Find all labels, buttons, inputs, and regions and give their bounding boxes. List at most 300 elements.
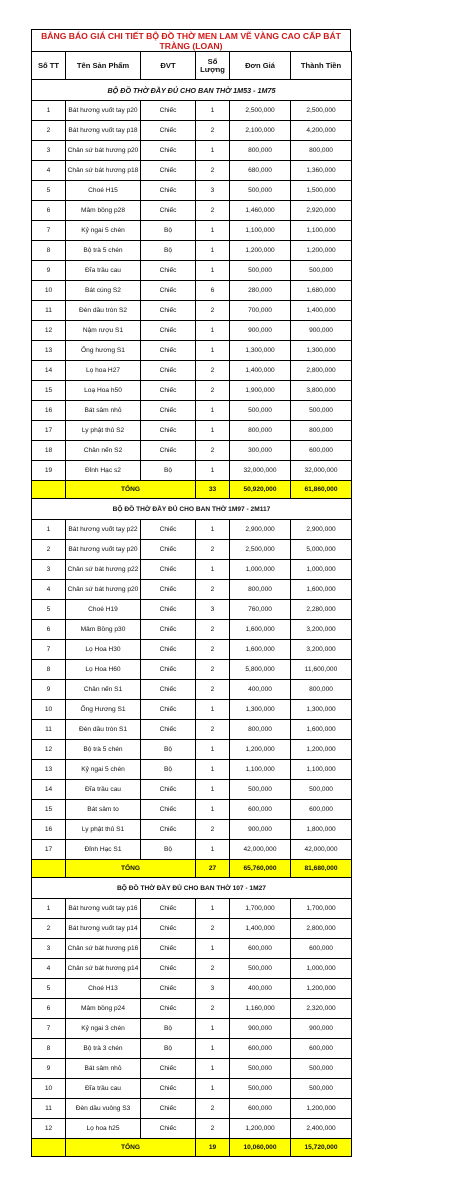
row-number: 13 (32, 760, 66, 780)
unit-price: 600,000 (230, 800, 291, 820)
row-number: 13 (32, 341, 66, 361)
unit-price: 2,900,000 (230, 520, 291, 540)
product-name: Chân sứ bát hương p18 (66, 161, 141, 181)
unit: Chiếc (141, 201, 196, 221)
unit-price: 1,200,000 (230, 241, 291, 261)
table-row (32, 660, 352, 680)
quantity: 2 (196, 959, 230, 979)
unit: Chiếc (141, 620, 196, 640)
product-name: Bát hương vuốt tay p20 (66, 101, 141, 121)
table-row (32, 281, 352, 301)
amount: 2,320,000 (291, 999, 352, 1019)
unit-price: 1,100,000 (230, 221, 291, 241)
product-name: Mâm bồng p24 (66, 999, 141, 1019)
total-blank (32, 481, 66, 499)
row-number: 11 (32, 1099, 66, 1119)
unit: Chiếc (141, 141, 196, 161)
product-name: Choé H13 (66, 979, 141, 999)
unit: Chiếc (141, 441, 196, 461)
table-row (32, 321, 352, 341)
unit: Chiếc (141, 899, 196, 919)
total-unit-price: 10,060,000 (230, 1139, 291, 1157)
quantity: 1 (196, 261, 230, 281)
amount: 3,200,000 (291, 620, 352, 640)
amount: 600,000 (291, 1039, 352, 1059)
table-row (32, 381, 352, 401)
quantity: 2 (196, 161, 230, 181)
table-row (32, 979, 352, 999)
table-row (32, 341, 352, 361)
row-number: 9 (32, 1059, 66, 1079)
row-number: 10 (32, 700, 66, 720)
row-number: 12 (32, 321, 66, 341)
quantity: 2 (196, 540, 230, 560)
unit-price: 600,000 (230, 1099, 291, 1119)
row-number: 5 (32, 181, 66, 201)
row-number: 15 (32, 800, 66, 820)
unit-price: 1,160,000 (230, 999, 291, 1019)
unit-price: 2,500,000 (230, 101, 291, 121)
row-number: 4 (32, 580, 66, 600)
col-header: Tên Sản Phẩm (66, 52, 141, 80)
quantity: 1 (196, 101, 230, 121)
unit-price: 800,000 (230, 720, 291, 740)
unit-price: 1,200,000 (230, 740, 291, 760)
quantity: 1 (196, 341, 230, 361)
table-row (32, 899, 352, 919)
row-number: 10 (32, 281, 66, 301)
unit-price: 500,000 (230, 780, 291, 800)
table-row (32, 800, 352, 820)
total-unit-price: 50,920,000 (230, 481, 291, 499)
product-name: Đĩa trầu cau (66, 261, 141, 281)
unit-price: 2,100,000 (230, 121, 291, 141)
unit: Chiếc (141, 161, 196, 181)
row-number: 6 (32, 201, 66, 221)
product-name: Chân sứ bát hương p14 (66, 959, 141, 979)
unit-price: 800,000 (230, 141, 291, 161)
product-name: Lọ Hoa H60 (66, 660, 141, 680)
amount: 1,200,000 (291, 979, 352, 999)
unit: Chiếc (141, 341, 196, 361)
total-row (32, 1139, 352, 1157)
amount: 900,000 (291, 321, 352, 341)
unit-price: 400,000 (230, 979, 291, 999)
unit: Chiếc (141, 979, 196, 999)
sheet-title: BẢNG BÁO GIÁ CHI TIẾT BỘ ĐỒ THỜ MEN LAM VẼ VÀNG CAO CẤP BÁT TRÀNG (LOAN) (31, 29, 351, 51)
quantity: 3 (196, 600, 230, 620)
unit: Chiếc (141, 181, 196, 201)
table-row (32, 421, 352, 441)
table-row (32, 201, 352, 221)
quantity: 2 (196, 301, 230, 321)
row-number: 5 (32, 600, 66, 620)
unit: Chiếc (141, 540, 196, 560)
unit: Chiếc (141, 1099, 196, 1119)
section-heading: BỘ ĐỒ THỜ ĐẦY ĐỦ CHO BAN THỜ 1M53 - 1M75 (32, 80, 352, 101)
quantity: 1 (196, 1019, 230, 1039)
row-number: 17 (32, 421, 66, 441)
quantity: 2 (196, 580, 230, 600)
product-name: Chân sứ bát hương p20 (66, 580, 141, 600)
table-row (32, 441, 352, 461)
amount: 500,000 (291, 1059, 352, 1079)
table-row (32, 301, 352, 321)
row-number: 3 (32, 939, 66, 959)
amount: 1,200,000 (291, 241, 352, 261)
quantity: 1 (196, 321, 230, 341)
amount: 2,900,000 (291, 520, 352, 540)
product-name: Đỉnh Hạc S1 (66, 840, 141, 860)
quantity: 1 (196, 840, 230, 860)
price-table (31, 51, 352, 1157)
section-heading: BỘ ĐỒ THỜ ĐẦY ĐỦ CHO BAN THỜ 1M97 - 2M117 (32, 499, 352, 520)
amount: 1,500,000 (291, 181, 352, 201)
product-name: Đèn dầu tròn S1 (66, 720, 141, 740)
row-number: 11 (32, 720, 66, 740)
unit: Bộ (141, 241, 196, 261)
product-name: Bát hương vuốt tay p18 (66, 121, 141, 141)
unit-price: 800,000 (230, 421, 291, 441)
row-number: 10 (32, 1079, 66, 1099)
table-row (32, 580, 352, 600)
product-name: Chân nến S2 (66, 441, 141, 461)
table-row (32, 919, 352, 939)
unit-price: 500,000 (230, 181, 291, 201)
quantity: 1 (196, 421, 230, 441)
table-row (32, 361, 352, 381)
quantity: 2 (196, 720, 230, 740)
table-row (32, 161, 352, 181)
quantity: 1 (196, 700, 230, 720)
quantity: 1 (196, 221, 230, 241)
quantity: 2 (196, 381, 230, 401)
table-row (32, 181, 352, 201)
quantity: 1 (196, 520, 230, 540)
row-number: 7 (32, 640, 66, 660)
product-name: Chân sứ bát hương p16 (66, 939, 141, 959)
amount: 800,000 (291, 421, 352, 441)
unit-price: 680,000 (230, 161, 291, 181)
product-name: Kỷ ngai 3 chén (66, 1019, 141, 1039)
quantity: 2 (196, 919, 230, 939)
row-number: 14 (32, 780, 66, 800)
row-number: 8 (32, 241, 66, 261)
section-heading-row (32, 499, 352, 520)
unit-price: 500,000 (230, 261, 291, 281)
total-row (32, 481, 352, 499)
unit-price: 1,700,000 (230, 899, 291, 919)
quantity: 1 (196, 800, 230, 820)
amount: 11,600,000 (291, 660, 352, 680)
unit: Bộ (141, 1019, 196, 1039)
section-heading: BỘ ĐỒ THỜ ĐẦY ĐỦ CHO BAN THỜ 107 - 1M27 (32, 878, 352, 899)
product-name: Lọ hoa h25 (66, 1119, 141, 1139)
product-name: Lọ hoa H27 (66, 361, 141, 381)
unit-price: 900,000 (230, 820, 291, 840)
row-number: 2 (32, 919, 66, 939)
table-row (32, 461, 352, 481)
quantity: 1 (196, 241, 230, 261)
table-row (32, 620, 352, 640)
row-number: 2 (32, 540, 66, 560)
unit: Chiếc (141, 660, 196, 680)
unit-price: 1,200,000 (230, 1119, 291, 1139)
product-name: Ống Hương S1 (66, 700, 141, 720)
quantity: 1 (196, 141, 230, 161)
quantity: 1 (196, 1059, 230, 1079)
row-number: 16 (32, 820, 66, 840)
table-row (32, 740, 352, 760)
product-name: Mâm Bồng p30 (66, 620, 141, 640)
unit-price: 32,000,000 (230, 461, 291, 481)
table-row (32, 1019, 352, 1039)
unit-price: 1,900,000 (230, 381, 291, 401)
product-name: Mâm bồng p28 (66, 201, 141, 221)
amount: 500,000 (291, 261, 352, 281)
unit-price: 5,800,000 (230, 660, 291, 680)
total-blank (32, 1139, 66, 1157)
quantity: 2 (196, 1099, 230, 1119)
quantity: 1 (196, 899, 230, 919)
quantity: 2 (196, 620, 230, 640)
col-header: Số TT (32, 52, 66, 80)
product-name: Bát sâm nhỏ (66, 401, 141, 421)
amount: 600,000 (291, 441, 352, 461)
product-name: Bộ trà 5 chén (66, 740, 141, 760)
amount: 1,360,000 (291, 161, 352, 181)
unit-price: 600,000 (230, 939, 291, 959)
header-row (32, 52, 352, 80)
product-name: Ly phật thủ S1 (66, 820, 141, 840)
amount: 2,500,000 (291, 101, 352, 121)
unit: Chiếc (141, 959, 196, 979)
table-row (32, 540, 352, 560)
amount: 500,000 (291, 1079, 352, 1099)
total-label: TỔNG (66, 860, 196, 878)
product-name: Bát hương vuốt tay p22 (66, 520, 141, 540)
row-number: 4 (32, 161, 66, 181)
amount: 500,000 (291, 401, 352, 421)
table-row (32, 401, 352, 421)
unit-price: 1,300,000 (230, 341, 291, 361)
amount: 1,400,000 (291, 301, 352, 321)
total-blank (32, 860, 66, 878)
unit-price: 1,300,000 (230, 700, 291, 720)
row-number: 15 (32, 381, 66, 401)
amount: 1,300,000 (291, 341, 352, 361)
quantity: 2 (196, 201, 230, 221)
total-quantity: 27 (196, 860, 230, 878)
total-quantity: 33 (196, 481, 230, 499)
total-amount: 15,720,000 (291, 1139, 352, 1157)
row-number: 1 (32, 899, 66, 919)
row-number: 9 (32, 680, 66, 700)
unit: Chiếc (141, 520, 196, 540)
row-number: 14 (32, 361, 66, 381)
amount: 2,800,000 (291, 919, 352, 939)
product-name: Bát hương vuốt tay p20 (66, 540, 141, 560)
amount: 2,920,000 (291, 201, 352, 221)
amount: 500,000 (291, 780, 352, 800)
amount: 1,600,000 (291, 580, 352, 600)
quantity: 2 (196, 820, 230, 840)
quantity: 2 (196, 640, 230, 660)
unit: Chiếc (141, 1059, 196, 1079)
table-row (32, 720, 352, 740)
table-row (32, 1099, 352, 1119)
row-number: 18 (32, 441, 66, 461)
product-name: Nậm rượu S1 (66, 321, 141, 341)
unit: Chiếc (141, 321, 196, 341)
quantity: 1 (196, 939, 230, 959)
quantity: 2 (196, 121, 230, 141)
unit: Chiếc (141, 121, 196, 141)
unit-price: 500,000 (230, 959, 291, 979)
unit: Bộ (141, 461, 196, 481)
amount: 800,000 (291, 141, 352, 161)
amount: 1,600,000 (291, 720, 352, 740)
product-name: Đèn dầu vuông S3 (66, 1099, 141, 1119)
row-number: 17 (32, 840, 66, 860)
unit: Chiếc (141, 421, 196, 441)
col-header: ĐVT (141, 52, 196, 80)
quantity: 3 (196, 979, 230, 999)
amount: 1,100,000 (291, 760, 352, 780)
product-name: Ly phật thủ S2 (66, 421, 141, 441)
unit-price: 1,100,000 (230, 760, 291, 780)
table-row (32, 600, 352, 620)
unit: Bộ (141, 740, 196, 760)
quantity: 1 (196, 780, 230, 800)
amount: 1,300,000 (291, 700, 352, 720)
amount: 3,800,000 (291, 381, 352, 401)
unit: Chiếc (141, 919, 196, 939)
table-row (32, 560, 352, 580)
unit: Bộ (141, 221, 196, 241)
quantity: 1 (196, 760, 230, 780)
unit-price: 700,000 (230, 301, 291, 321)
amount: 900,000 (291, 1019, 352, 1039)
amount: 1,200,000 (291, 1099, 352, 1119)
col-header: Đơn Giá (230, 52, 291, 80)
table-row (32, 640, 352, 660)
unit: Chiếc (141, 999, 196, 1019)
product-name: Đĩa trầu cau (66, 1079, 141, 1099)
unit: Chiếc (141, 281, 196, 301)
amount: 1,800,000 (291, 820, 352, 840)
unit-price: 1,000,000 (230, 560, 291, 580)
table-row (32, 760, 352, 780)
unit-price: 500,000 (230, 401, 291, 421)
total-unit-price: 65,760,000 (230, 860, 291, 878)
amount: 4,200,000 (291, 121, 352, 141)
product-name: Bộ trà 5 chén (66, 241, 141, 261)
row-number: 9 (32, 261, 66, 281)
unit: Chiếc (141, 720, 196, 740)
amount: 600,000 (291, 800, 352, 820)
unit: Chiếc (141, 939, 196, 959)
table-row (32, 520, 352, 540)
table-row (32, 241, 352, 261)
product-name: Kỷ ngai 5 chén (66, 221, 141, 241)
table-row (32, 820, 352, 840)
table-row (32, 939, 352, 959)
quantity: 2 (196, 660, 230, 680)
row-number: 4 (32, 959, 66, 979)
unit-price: 280,000 (230, 281, 291, 301)
unit-price: 900,000 (230, 321, 291, 341)
row-number: 3 (32, 560, 66, 580)
unit: Chiếc (141, 1119, 196, 1139)
table-row (32, 121, 352, 141)
row-number: 6 (32, 999, 66, 1019)
unit: Chiếc (141, 101, 196, 121)
amount: 2,400,000 (291, 1119, 352, 1139)
table-row (32, 221, 352, 241)
total-label: TỔNG (66, 481, 196, 499)
row-number: 11 (32, 301, 66, 321)
unit: Bộ (141, 760, 196, 780)
row-number: 7 (32, 221, 66, 241)
unit-price: 600,000 (230, 1039, 291, 1059)
unit: Chiếc (141, 820, 196, 840)
quantity: 3 (196, 181, 230, 201)
product-name: Loạ Hoa h50 (66, 381, 141, 401)
quantity: 1 (196, 1079, 230, 1099)
unit-price: 1,600,000 (230, 620, 291, 640)
amount: 5,000,000 (291, 540, 352, 560)
quantity: 1 (196, 740, 230, 760)
total-amount: 61,860,000 (291, 481, 352, 499)
unit-price: 1,600,000 (230, 640, 291, 660)
unit: Chiếc (141, 780, 196, 800)
total-row (32, 860, 352, 878)
table-row (32, 680, 352, 700)
quantity: 2 (196, 1119, 230, 1139)
unit: Chiếc (141, 640, 196, 660)
row-number: 8 (32, 1039, 66, 1059)
unit-price: 1,400,000 (230, 919, 291, 939)
row-number: 3 (32, 141, 66, 161)
product-name: Choé H15 (66, 181, 141, 201)
product-name: Bát hương vuốt tay p16 (66, 899, 141, 919)
unit: Chiếc (141, 401, 196, 421)
table-row (32, 1119, 352, 1139)
unit-price: 1,460,000 (230, 201, 291, 221)
table-row (32, 959, 352, 979)
table-row (32, 840, 352, 860)
unit-price: 760,000 (230, 600, 291, 620)
product-name: Đỉnh Hạc s2 (66, 461, 141, 481)
row-number: 19 (32, 461, 66, 481)
quantity: 6 (196, 281, 230, 301)
product-name: Chân nến S1 (66, 680, 141, 700)
table-row (32, 1039, 352, 1059)
product-name: Ống hương S1 (66, 341, 141, 361)
table-row (32, 700, 352, 720)
quantity: 1 (196, 560, 230, 580)
unit: Chiếc (141, 580, 196, 600)
unit-price: 2,500,000 (230, 540, 291, 560)
unit-price: 400,000 (230, 680, 291, 700)
quantity: 1 (196, 1039, 230, 1059)
row-number: 1 (32, 101, 66, 121)
row-number: 6 (32, 620, 66, 640)
amount: 2,800,000 (291, 361, 352, 381)
quantity: 1 (196, 461, 230, 481)
quantity: 2 (196, 999, 230, 1019)
